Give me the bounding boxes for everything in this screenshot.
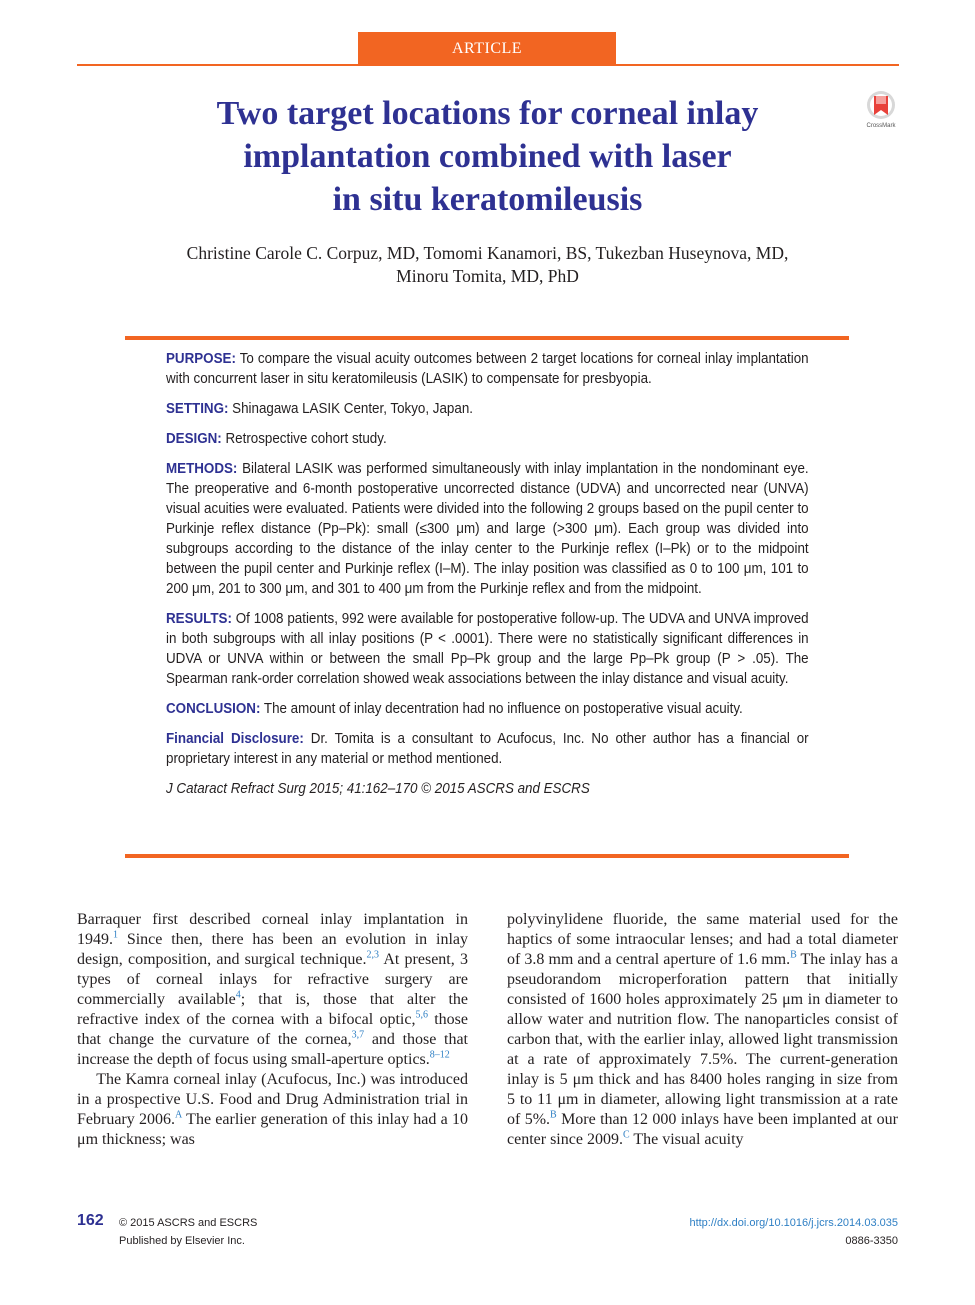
body-text: The inlay has a pseudorandom microperforation pattern that initially consisted of 1600 holes approximately 25 μm in diameter to allow water and nutrition flow. The nanoparticles consist of carbon that, with the earlier inlay, allowed light transmission at a rate of approximately 7.5%. The current-generation inlay is 5 μm thick and has 8400 holes ranging in size from 5 to 11 μm in diameter, allowing light transmission at a rate of 5%. <box>507 951 898 1128</box>
body-text: The earlier generation of this inlay had a 10 μm thickness; was <box>77 1111 468 1148</box>
abstract-text: Of 1008 patients, 992 were available for postoperative follow-up. The UDVA and UNVA improved in both subgroups with all inlay positions (P < .0001). There were no statistically significant differences in UDVA or UNVA within or between the small Pp–Pk group and the large Pp–Pk group (P > .05). The Spearman rank-order correlation showed weak associations between the inlay distance and visual acuity. <box>166 611 809 687</box>
body-text: Barraquer first described corneal inlay implantation in 1949. <box>77 911 468 948</box>
reference-link[interactable]: 4 <box>235 989 241 1001</box>
footer-right <box>689 1214 898 1250</box>
body-paragraph <box>507 910 898 1150</box>
body-text: ; that is, those that alter the refractive index of the cornea with a bifocal optic, <box>77 991 469 1028</box>
abstract-methods <box>166 459 809 599</box>
abstract-heading: PURPOSE: <box>166 351 236 367</box>
copyright-line: © 2015 ASCRS and ESCRS <box>119 1217 258 1229</box>
abstract-heading: DESIGN: <box>166 431 222 447</box>
title-line: in situ keratomileusis <box>332 181 643 218</box>
reference-link[interactable]: 8–12 <box>429 1049 450 1061</box>
crossmark-badge[interactable] <box>862 90 900 128</box>
title-line: Two target locations for corneal inlay <box>216 95 759 132</box>
footer-left <box>119 1214 257 1250</box>
reference-link[interactable]: B <box>550 1109 557 1121</box>
abstract-text: Retrospective cohort study. <box>221 431 387 447</box>
abstract-heading: CONCLUSION: <box>166 701 261 717</box>
abstract-heading: METHODS: <box>166 461 238 477</box>
reference-link[interactable]: 2,3 <box>366 949 379 961</box>
doi-link[interactable]: http://dx.doi.org/10.1016/j.jcrs.2014.03.035 <box>689 1217 898 1229</box>
journal-citation: J Cataract Refract Surg 2015; 41:162–170 © 2015 ASCRS and ESCRS <box>166 781 590 797</box>
abstract-setting <box>166 399 809 419</box>
abstract-heading: Financial Disclosure: <box>166 731 304 747</box>
body-text: More than 12 000 inlays have been implanted at our center since 2009. <box>507 1111 899 1148</box>
body-text: polyvinylidene fluoride, the same material used for the haptics of some intraocular lenses; and had a total diameter of 3.8 mm and a central aperture of 1.6 mm. <box>507 911 898 968</box>
body-column-right <box>507 910 898 1150</box>
abstract <box>166 349 809 809</box>
body-text: and those that increase the depth of focus using small-aperture optics. <box>77 1031 468 1068</box>
reference-link[interactable]: C <box>622 1129 630 1141</box>
abstract-text: Dr. Tomita is a consultant to Acufocus, Inc. No other author has a financial or proprietary interest in any material or method mentioned. <box>166 731 809 767</box>
abstract-heading: RESULTS: <box>166 611 232 627</box>
abstract-results <box>166 609 809 689</box>
section-label: ARTICLE <box>358 32 616 64</box>
crossmark-label: CrossMark <box>866 123 896 129</box>
abstract-text: To compare the visual acuity outcomes between 2 target locations for corneal inlay implantation with concurrent laser in situ keratomileusis (LASIK) to compensate for presbyopia. <box>166 351 809 387</box>
reference-link[interactable]: 1 <box>113 929 118 941</box>
top-divider <box>77 64 899 66</box>
author-line: Christine Carole C. Corpuz, MD, Tomomi Kanamori, BS, Tukezban Huseynova, MD, <box>186 243 789 263</box>
body-text: those that change the curvature of the cornea, <box>77 1011 468 1048</box>
abstract-heading: SETTING: <box>166 401 229 417</box>
reference-link[interactable]: B <box>790 949 797 961</box>
abstract-text: Shinagawa LASIK Center, Tokyo, Japan. <box>228 401 473 417</box>
title-line: implantation combined with laser <box>243 138 732 175</box>
body-text: At present, 3 types of corneal inlays for refractive surgery are commercially available <box>77 951 468 1008</box>
reference-link[interactable]: A <box>175 1109 183 1121</box>
abstract-purpose <box>166 349 809 389</box>
body-text: The Kamra corneal inlay (Acufocus, Inc.) was introduced in a prospective U.S. Food and Drug Administration trial in February 2006. <box>77 1071 468 1128</box>
body-text: The visual acuity <box>629 1131 744 1148</box>
publisher-line: Published by Elsevier Inc. <box>119 1235 245 1247</box>
reference-link[interactable]: 3,7 <box>351 1029 365 1041</box>
author-list <box>100 242 875 288</box>
crossmark-icon <box>866 90 896 120</box>
body-column-left <box>77 910 468 1150</box>
page-number: 162 <box>77 1212 104 1229</box>
abstract-bottom-rule <box>125 854 849 858</box>
article-title <box>140 92 835 221</box>
reference-link[interactable]: 5,6 <box>415 1009 428 1021</box>
body-paragraph <box>77 1070 468 1150</box>
abstract-text: Bilateral LASIK was performed simultaneously with inlay implantation in the nondominant eye. The preoperative and 6-month postoperative uncorrected distance (UDVA) and uncorrected near (UNVA) visual acuities were evaluated. Patients were divided into the following 2 groups based on the pupil center to Purkinje reflex distance (Pp–Pk): small (≤300 μm) and large (>300 μm). Each group was divided into subgroups according to the distance of the inlay center to the Purkinje reflex (I–Pk) or to the midpoint between the pupil center and Purkinje reflex (I–M). The inlay position was classified as 0 to 100 μm, 101 to 200 μm, 201 to 300 μm, and 301 to 400 μm from the Purkinje reflex and from the midpoint. <box>166 461 809 597</box>
body-text: Since then, there has been an evolution in inlay design, composition, and surgical technique. <box>77 931 468 968</box>
abstract-text: The amount of inlay decentration had no influence on postoperative visual acuity. <box>260 701 743 717</box>
abstract-conclusion <box>166 699 809 719</box>
body-paragraph <box>77 910 468 1070</box>
abstract-design <box>166 429 809 449</box>
abstract-top-rule <box>125 336 849 340</box>
author-line: Minoru Tomita, MD, PhD <box>396 266 579 286</box>
abstract-financial-disclosure <box>166 729 809 769</box>
issn: 0886-3350 <box>845 1235 898 1247</box>
